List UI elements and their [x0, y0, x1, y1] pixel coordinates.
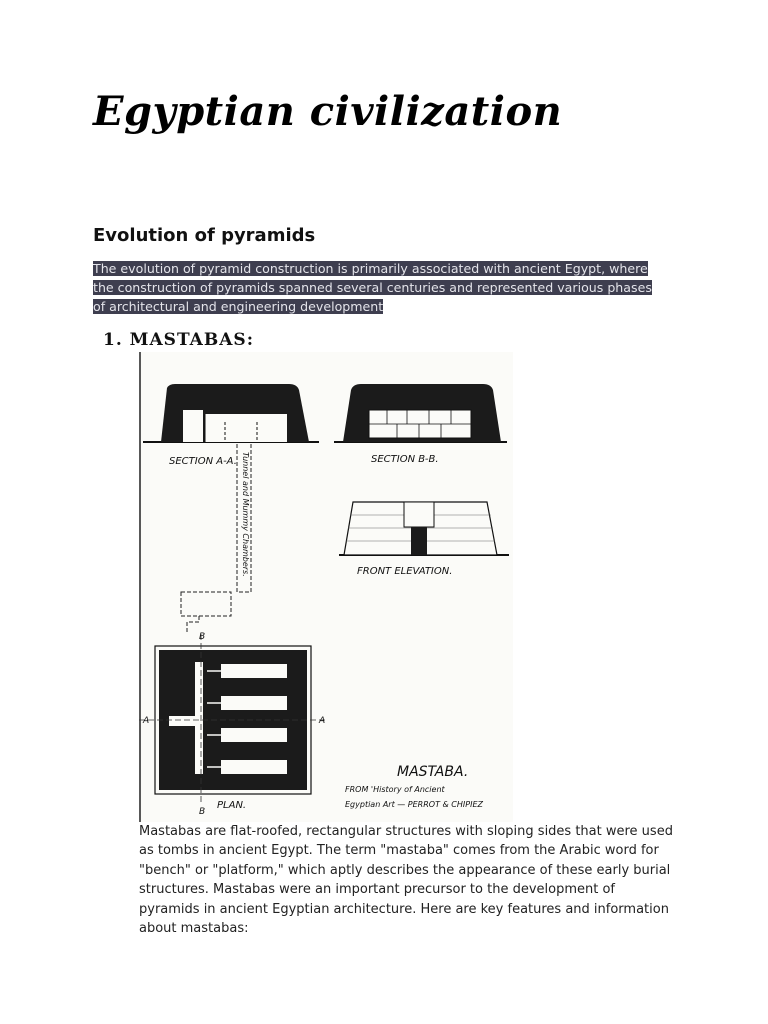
highlighted-intro-text: The evolution of pyramid construction is primarily associated with ancient Egypt, where the construction of pyramids spanned several centuries and represented various phases of architectural and engineering development: [93, 261, 652, 314]
front-elevation-label: FRONT ELEVATION.: [357, 566, 453, 577]
credit-line-1: FROM 'History of Ancient: [345, 785, 445, 794]
list-item-heading: 1. MASTABAS:: [103, 330, 254, 350]
page-title: Egyptian civilization: [93, 88, 563, 135]
mastaba-figure: [139, 352, 513, 822]
section-bb-label: SECTION B-B.: [371, 454, 439, 465]
section-aa-drawing: [143, 384, 319, 442]
credit-line-2: Egyptian Art — PERROT & CHIPIEZ: [345, 800, 483, 809]
tunnel-path: [181, 444, 251, 632]
plan-label: PLAN.: [217, 800, 247, 811]
tunnel-label: Tunnel and Mummy Chambers.: [241, 452, 250, 577]
front-elevation-drawing: [339, 502, 509, 555]
section-bb-drawing: [334, 384, 507, 442]
mastaba-description: Mastabas are flat-roofed, rectangular structures with sloping sides that were used as tombs in ancient Egypt. The term "mastaba" comes from the Arabic word for "bench" or "platform," which aptly describes the appearance of these early burial structures. Mastabas were an important precursor to the development of pyramids in ancient Egyptian architecture. Here are key features and information about mastabas:: [139, 824, 673, 937]
mastaba-caption: MASTABA.: [397, 764, 469, 780]
highlighted-intro: [93, 259, 668, 316]
section-aa-label: SECTION A-A.: [169, 456, 237, 467]
plan-marker-b-top: B: [199, 632, 206, 642]
plan-drawing: [139, 634, 325, 804]
plan-marker-b-bottom: B: [199, 807, 206, 817]
plan-marker-a-right: A: [319, 716, 326, 726]
section-heading: Evolution of pyramids: [93, 225, 316, 246]
mastaba-drawing: [139, 352, 513, 822]
plan-marker-a-left: A: [143, 716, 150, 726]
